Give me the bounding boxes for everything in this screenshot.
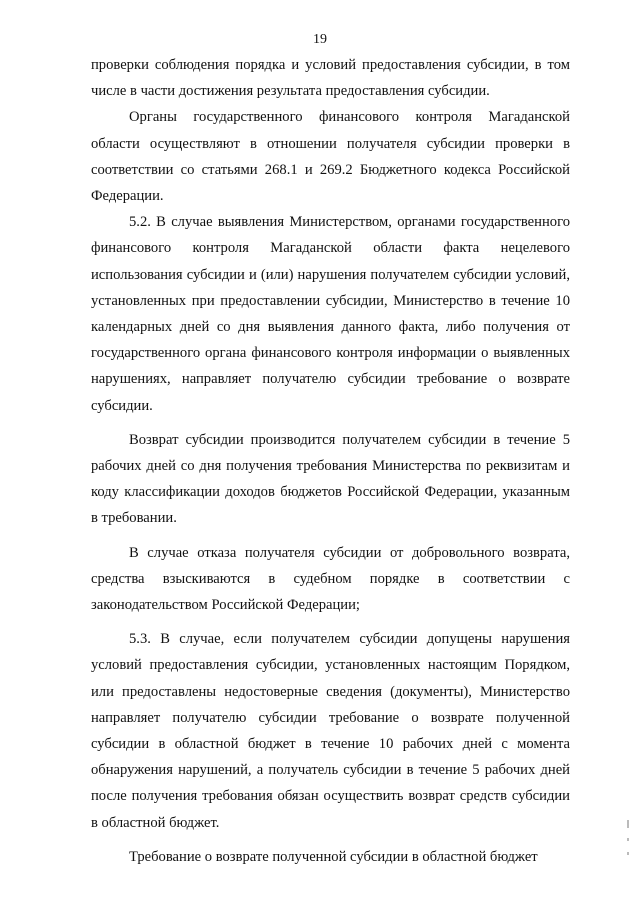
paragraph-5-2: 5.2. В случае выявления Министерством, органами государственного финансового контроля Магаданской области факта нецелевого использования субсидии и (или) нарушения получателем субсидии условий, установленных при предоставлении субсидии, Министерство в течение 10 календарных дней со дня выявления данного факта, либо получения от государственного органа финансового контроля информации о выявленных нарушениях, направляет получателю субсидии требование о возврате субсидии. xyxy=(91,214,570,414)
scan-edge-mark xyxy=(627,838,629,841)
paragraph-control-bodies: Органы государственного финансового контроля Магаданской области осуществляют в отношении получателя субсидии проверки в соответствии со статьями 268.1 и 269.2 Бюджетного кодекса Российской Федерации. xyxy=(91,109,570,205)
paragraph-continuation: проверки соблюдения порядка и условий предоставления субсидии, в том числе в части достижения результата предоставления субсидии. xyxy=(91,57,570,100)
paragraph-refund-procedure: Возврат субсидии производится получателем субсидии в течение 5 рабочих дней со дня получения требования Министерства по реквизитам и коду классификации доходов бюджетов Российской Федерации, указанным в требовании. xyxy=(91,431,570,527)
paragraph-requirement: Требование о возврате полученной субсидии в областной бюджет xyxy=(129,848,538,865)
paragraph-refusal: В случае отказа получателя субсидии от добровольного возврата, средства взыскиваются в судебном порядке в соответствии с законодательством Российской Федерации; xyxy=(91,544,570,614)
paragraph-5-3: 5.3. В случае, если получателем субсидии допущены нарушения условий предоставления субсидии, установленных настоящим Порядком, или предоставлены недостоверные сведения (документы), Министерство направляет получателю субсидии требование о возврате полученной субсидии в областной бюджет в течение 10 рабочих дней с момента обнаружения нарушений, а получатель субсидии в течение 5 рабочих дней после получения требования обязан осуществить возврат средств субсидии в областной бюджет. xyxy=(91,631,570,831)
scan-edge-mark xyxy=(627,820,629,828)
scan-edge-mark xyxy=(627,852,629,855)
page-number: 19 xyxy=(313,32,327,47)
document-body xyxy=(91,52,570,870)
